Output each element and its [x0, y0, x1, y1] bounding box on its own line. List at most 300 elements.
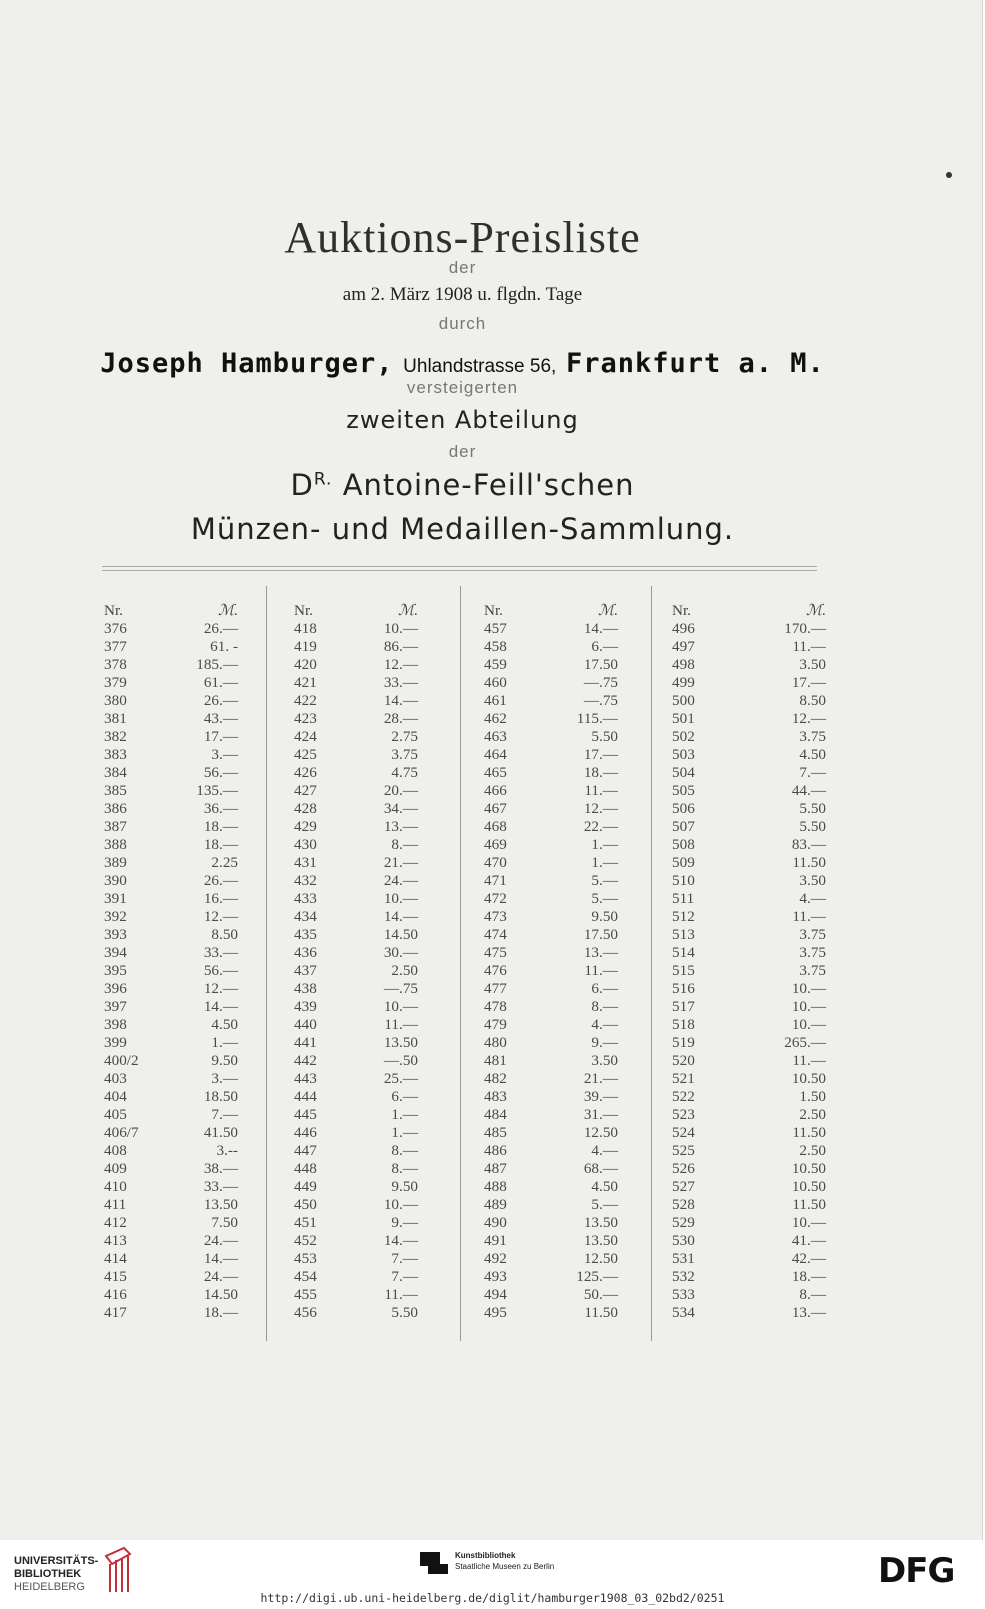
table-row	[104, 890, 238, 908]
lot-price: 24.—	[383, 872, 418, 889]
lot-price: 1.—	[591, 836, 618, 853]
table-row	[484, 710, 618, 728]
table-row	[294, 800, 418, 818]
lot-number: 460	[484, 674, 507, 691]
lot-number: 447	[294, 1142, 317, 1159]
lot-price: 4.75	[391, 764, 418, 781]
lot-number: 519	[672, 1034, 695, 1051]
lot-number: 395	[104, 962, 127, 979]
table-row	[672, 674, 826, 692]
lot-number: 472	[484, 890, 507, 907]
lot-number: 400/2	[104, 1052, 139, 1069]
lot-number: 513	[672, 926, 695, 943]
lot-number: 441	[294, 1034, 317, 1051]
lot-price: 10.—	[791, 1214, 826, 1231]
table-row	[484, 764, 618, 782]
durch-line: durch	[438, 314, 487, 333]
kb-line-2: Staatliche Museen zu Berlin	[455, 1562, 555, 1571]
table-row	[672, 1250, 826, 1268]
lot-number: 495	[484, 1304, 507, 1321]
lot-price: 18.—	[203, 836, 238, 853]
table-row	[484, 872, 618, 890]
table-row	[484, 962, 618, 980]
lot-number: 455	[294, 1286, 317, 1303]
table-row	[484, 890, 618, 908]
lot-number: 437	[294, 962, 317, 979]
page-title: Auktions-Preisliste	[284, 213, 641, 262]
table-row	[672, 1106, 826, 1124]
table-row	[672, 872, 826, 890]
collection-line: Münzen- und Medaillen-Sammlung.	[190, 512, 735, 546]
lot-number: 470	[484, 854, 507, 871]
lot-price: 1.—	[391, 1124, 418, 1141]
lot-number: 527	[672, 1178, 695, 1195]
lot-price: 3.75	[799, 926, 826, 943]
lot-number: 459	[484, 656, 507, 673]
lot-number: 383	[104, 746, 127, 763]
header-mark: ℳ.	[397, 602, 418, 619]
lot-number: 421	[294, 674, 317, 691]
table-row	[672, 782, 826, 800]
lot-number: 456	[294, 1304, 317, 1321]
lot-price: 11.—	[384, 1286, 418, 1303]
table-row	[484, 692, 618, 710]
lot-number: 435	[294, 926, 317, 943]
lot-price: 17.50	[583, 656, 618, 673]
table-row	[294, 728, 418, 746]
table-row	[104, 692, 238, 710]
lot-number: 446	[294, 1124, 317, 1141]
table-row	[484, 1304, 618, 1322]
lot-number: 481	[484, 1052, 507, 1069]
table-column-group	[672, 602, 826, 1322]
column-divider-1	[266, 586, 267, 1341]
table-row	[294, 1052, 418, 1070]
lot-price: 50.—	[583, 1286, 618, 1303]
table-row	[672, 1052, 826, 1070]
lot-price: 11.—	[792, 1052, 826, 1069]
lot-number: 518	[672, 1016, 695, 1033]
lot-price: 18.—	[791, 1268, 826, 1285]
lot-number: 471	[484, 872, 507, 889]
der-line-2: der	[448, 442, 477, 461]
lot-number: 520	[672, 1052, 695, 1069]
lot-number: 384	[104, 764, 127, 781]
table-row	[672, 944, 826, 962]
lot-price: 9.50	[211, 1052, 238, 1069]
lot-price: 10.50	[791, 1178, 826, 1195]
lot-number: 428	[294, 800, 317, 817]
table-row	[104, 710, 238, 728]
kb-line-1: Kunstbibliothek	[455, 1551, 516, 1560]
lot-number: 376	[104, 620, 127, 637]
lot-number: 403	[104, 1070, 127, 1087]
header-mark: ℳ.	[217, 602, 238, 619]
lot-number: 427	[294, 782, 317, 799]
lot-number: 410	[104, 1178, 127, 1195]
lot-number: 499	[672, 674, 695, 691]
table-row	[104, 1214, 238, 1232]
table-row	[484, 1160, 618, 1178]
lot-number: 391	[104, 890, 127, 907]
lot-price: 12.—	[583, 800, 618, 817]
table-row	[484, 638, 618, 656]
lot-number: 386	[104, 800, 127, 817]
lot-price: 9.—	[391, 1214, 418, 1231]
table-row	[294, 710, 418, 728]
lot-price: 5.50	[799, 818, 826, 835]
table-row	[672, 998, 826, 1016]
table-row	[672, 926, 826, 944]
lot-number: 416	[104, 1286, 127, 1303]
lot-number: 450	[294, 1196, 317, 1213]
table-row	[104, 1178, 238, 1196]
lot-price: 39.—	[583, 1088, 618, 1105]
lot-number: 489	[484, 1196, 507, 1213]
table-row	[672, 746, 826, 764]
lot-price: 18.—	[583, 764, 618, 781]
lot-number: 469	[484, 836, 507, 853]
lot-number: 524	[672, 1124, 695, 1141]
lot-price: 68.—	[583, 1160, 618, 1177]
table-row	[294, 962, 418, 980]
table-row	[672, 1034, 826, 1052]
lot-price: 26.—	[203, 872, 238, 889]
lot-number: 458	[484, 638, 507, 655]
lot-price: 14.—	[583, 620, 618, 637]
source-url[interactable]: http://digi.ub.uni-heidelberg.de/diglit/hamburger1908_03_02bd2/0251	[260, 1591, 725, 1605]
table-row	[294, 998, 418, 1016]
dr-prefix: D	[290, 468, 314, 502]
lot-number: 508	[672, 836, 695, 853]
table-row	[484, 1106, 618, 1124]
lot-number: 466	[484, 782, 507, 799]
lot-price: 11.50	[792, 1124, 826, 1141]
lot-number: 449	[294, 1178, 317, 1195]
lot-price: 8.50	[799, 692, 826, 709]
lot-price: 8.—	[391, 836, 418, 853]
lot-price: 6.—	[391, 1088, 418, 1105]
firm-city: Frankfurt a. M.	[565, 348, 825, 379]
ub-line-2: BIBLIOTHEK	[14, 1568, 82, 1580]
dr-superscript: R.	[313, 469, 333, 490]
header-mark: ℳ.	[597, 602, 618, 619]
lot-price: 6.—	[591, 638, 618, 655]
lot-number: 431	[294, 854, 317, 871]
lot-price: 2.50	[799, 1142, 826, 1159]
lot-number: 409	[104, 1160, 127, 1177]
lot-number: 514	[672, 944, 695, 961]
lot-price: —.75	[383, 980, 418, 997]
lot-number: 476	[484, 962, 507, 979]
table-row	[294, 1178, 418, 1196]
lot-price: 13.—	[383, 818, 418, 835]
lot-number: 474	[484, 926, 507, 943]
table-row	[672, 908, 826, 926]
table-row	[294, 1250, 418, 1268]
table-row	[672, 980, 826, 998]
table-row	[104, 800, 238, 818]
lot-number: 430	[294, 836, 317, 853]
lot-number: 399	[104, 1034, 127, 1051]
lot-number: 501	[672, 710, 695, 727]
table-row	[104, 620, 238, 638]
lot-price: 3.50	[799, 656, 826, 673]
table-row	[672, 638, 826, 656]
lot-price: 185.—	[196, 656, 238, 673]
table-row	[484, 854, 618, 872]
table-row	[104, 1232, 238, 1250]
lot-number: 392	[104, 908, 127, 925]
lot-price: 18.50	[203, 1088, 238, 1105]
lot-price: 12.50	[583, 1124, 618, 1141]
lot-price: 3.75	[799, 962, 826, 979]
lot-number: 379	[104, 674, 127, 691]
table-row	[484, 782, 618, 800]
table-row	[484, 674, 618, 692]
lot-price: 14.—	[383, 908, 418, 925]
lot-number: 438	[294, 980, 317, 997]
table-row	[484, 1034, 618, 1052]
table-row	[672, 1214, 826, 1232]
ub-line-1: UNIVERSITÄTS-	[14, 1555, 99, 1567]
table-row	[104, 674, 238, 692]
table-row	[484, 656, 618, 674]
lot-price: 7.—	[391, 1268, 418, 1285]
lot-price: 13.50	[583, 1214, 618, 1231]
table-row	[294, 872, 418, 890]
lot-price: 13.50	[203, 1196, 238, 1213]
lot-price: 125.—	[576, 1268, 618, 1285]
table-row	[484, 1052, 618, 1070]
lot-number: 497	[672, 638, 695, 655]
lot-number: 479	[484, 1016, 507, 1033]
table-row	[484, 746, 618, 764]
lot-price: —.75	[583, 674, 618, 691]
lot-number: 404	[104, 1088, 127, 1105]
firm-line	[0, 348, 925, 379]
lot-number: 417	[104, 1304, 127, 1321]
lot-price: 5.—	[591, 1196, 618, 1213]
lot-price: 41.—	[791, 1232, 826, 1249]
table-row	[104, 782, 238, 800]
table-row	[104, 1250, 238, 1268]
lot-price: 2.25	[211, 854, 238, 871]
collector-line	[0, 468, 925, 502]
table-header-row	[294, 602, 418, 620]
lot-price: 10.—	[383, 998, 418, 1015]
lot-price: 8.—	[799, 1286, 826, 1303]
table-row	[104, 818, 238, 836]
lot-price: 56.—	[203, 962, 238, 979]
lot-price: 11.50	[792, 1196, 826, 1213]
lot-price: 1.—	[591, 854, 618, 871]
lot-price: 33.—	[383, 674, 418, 691]
lot-price: 13.—	[791, 1304, 826, 1321]
table-row	[484, 818, 618, 836]
lot-number: 381	[104, 710, 127, 727]
table-row	[484, 1232, 618, 1250]
lot-number: 504	[672, 764, 695, 781]
lot-number: 461	[484, 692, 507, 709]
table-row	[294, 1142, 418, 1160]
lot-price: 265.—	[784, 1034, 826, 1051]
table-row	[294, 782, 418, 800]
lot-price: 38.—	[203, 1160, 238, 1177]
lot-price: 14.—	[383, 1232, 418, 1249]
table-row	[294, 980, 418, 998]
lot-number: 406/7	[104, 1124, 139, 1141]
lot-price: 11.—	[792, 908, 826, 925]
table-column-group	[104, 602, 238, 1322]
lot-number: 424	[294, 728, 317, 745]
lot-number: 434	[294, 908, 317, 925]
lot-price: —.75	[583, 692, 618, 709]
lot-number: 388	[104, 836, 127, 853]
table-row	[104, 1070, 238, 1088]
lot-price: 7.—	[391, 1250, 418, 1267]
lot-price: 5.50	[591, 728, 618, 745]
table-row	[104, 1160, 238, 1178]
table-top-rule-2	[102, 570, 817, 571]
table-row	[294, 674, 418, 692]
lot-price: 2.50	[799, 1106, 826, 1123]
lot-price: 6.—	[591, 980, 618, 997]
table-row	[294, 656, 418, 674]
table-row	[484, 926, 618, 944]
lot-number: 390	[104, 872, 127, 889]
table-row	[672, 656, 826, 674]
table-row	[104, 1268, 238, 1286]
lot-price: 8.—	[591, 998, 618, 1015]
lot-number: 505	[672, 782, 695, 799]
lot-price: 1.—	[391, 1106, 418, 1123]
lot-number: 473	[484, 908, 507, 925]
lot-price: 26.—	[203, 692, 238, 709]
table-row	[104, 1286, 238, 1304]
lot-price: 14.50	[203, 1286, 238, 1303]
lot-number: 411	[104, 1196, 127, 1213]
lot-number: 397	[104, 998, 127, 1015]
table-row	[484, 1250, 618, 1268]
lot-number: 509	[672, 854, 695, 871]
lot-number: 532	[672, 1268, 695, 1285]
table-row	[484, 1124, 618, 1142]
lot-price: 41.50	[203, 1124, 238, 1141]
table-row	[672, 890, 826, 908]
lot-price: 1.—	[211, 1034, 238, 1051]
lot-number: 382	[104, 728, 127, 745]
lot-number: 414	[104, 1250, 127, 1267]
lot-number: 378	[104, 656, 127, 673]
lot-number: 516	[672, 980, 695, 997]
lot-number: 451	[294, 1214, 317, 1231]
lot-price: 9.50	[591, 908, 618, 925]
ub-heidelberg-logo-text	[14, 1555, 98, 1594]
lot-number: 457	[484, 620, 507, 637]
lot-price: 8.50	[211, 926, 238, 943]
lot-number: 494	[484, 1286, 507, 1303]
lot-price: 44.—	[791, 782, 826, 799]
table-row	[104, 1052, 238, 1070]
lot-price: 5.—	[591, 872, 618, 889]
lot-price: 14.—	[383, 692, 418, 709]
table-row	[484, 944, 618, 962]
table-row	[294, 638, 418, 656]
lot-price: 33.—	[203, 1178, 238, 1195]
lot-price: 10.50	[791, 1070, 826, 1087]
table-header-row	[104, 602, 238, 620]
lot-number: 523	[672, 1106, 695, 1123]
lot-number: 426	[294, 764, 317, 781]
lot-price: 56.—	[203, 764, 238, 781]
table-row	[104, 944, 238, 962]
lot-number: 485	[484, 1124, 507, 1141]
lot-number: 442	[294, 1052, 317, 1069]
lot-price: 9.—	[591, 1034, 618, 1051]
lot-price: 11.50	[792, 854, 826, 871]
table-row	[294, 926, 418, 944]
table-row	[294, 620, 418, 638]
table-row	[484, 1178, 618, 1196]
lot-number: 412	[104, 1214, 127, 1231]
table-row	[484, 980, 618, 998]
lot-price: 5.50	[799, 800, 826, 817]
lot-price: 16.—	[203, 890, 238, 907]
lot-price: 12.50	[583, 1250, 618, 1267]
lot-price: 10.—	[383, 890, 418, 907]
lot-price: 24.—	[203, 1232, 238, 1249]
lot-number: 464	[484, 746, 507, 763]
table-column-group	[484, 602, 618, 1322]
header-nr: Nr.	[672, 602, 691, 619]
lot-price: 14.—	[203, 1250, 238, 1267]
table-row	[104, 980, 238, 998]
table-row	[294, 1232, 418, 1250]
table-row	[672, 1286, 826, 1304]
table-row	[484, 836, 618, 854]
lot-price: 61.—	[203, 674, 238, 691]
lot-price: 26.—	[203, 620, 238, 637]
lot-price: 13.50	[383, 1034, 418, 1051]
lot-price: 83.—	[791, 836, 826, 853]
lot-number: 453	[294, 1250, 317, 1267]
table-top-rule	[102, 566, 817, 567]
lot-number: 439	[294, 998, 317, 1015]
lot-number: 506	[672, 800, 695, 817]
table-row	[104, 836, 238, 854]
firm-address: Uhlandstrasse 56,	[403, 356, 557, 377]
column-divider-3	[651, 586, 652, 1341]
lot-number: 389	[104, 854, 127, 871]
table-row	[294, 1286, 418, 1304]
table-row	[672, 1196, 826, 1214]
lot-number: 500	[672, 692, 695, 709]
lot-price: 7.—	[211, 1106, 238, 1123]
lot-price: 115.—	[576, 710, 618, 727]
lot-number: 380	[104, 692, 127, 709]
lot-price: 3.75	[799, 944, 826, 961]
table-row	[294, 818, 418, 836]
table-row	[104, 728, 238, 746]
ub-heidelberg-logo-icon	[100, 1546, 136, 1596]
table-row	[294, 1088, 418, 1106]
table-row	[104, 638, 238, 656]
lot-number: 444	[294, 1088, 317, 1105]
lot-number: 418	[294, 620, 317, 637]
table-row	[294, 908, 418, 926]
table-row	[104, 1196, 238, 1214]
